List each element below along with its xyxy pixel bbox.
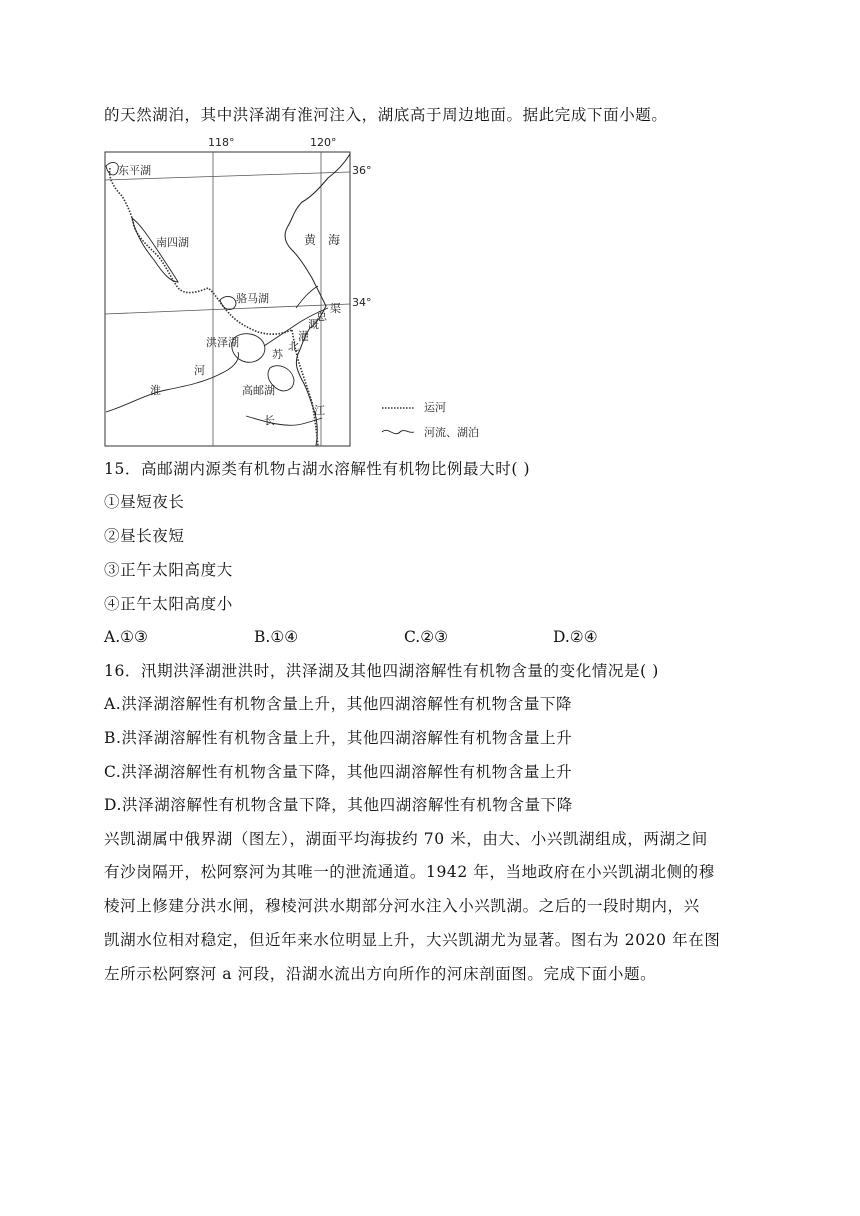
nansi-lake-outline [132, 218, 178, 282]
q15-option-d: D.②④ [553, 628, 598, 646]
q15-option-c: C.②③ [404, 628, 449, 646]
lake-map [96, 132, 496, 450]
label-huai: 淮 [150, 384, 161, 397]
label-gaoyou: 高邮湖 [242, 384, 275, 397]
small-river [296, 286, 318, 308]
q15-item-2: ②昼长夜短 [104, 527, 185, 545]
q15-item-1: ①昼短夜长 [104, 493, 185, 511]
q16-option-a: A.洪泽湖溶解性有机物含量上升，其他四湖溶解性有机物含量下降 [104, 695, 573, 713]
passage2-line-4: 凯湖水位相对稳定，但近年来水位明显上升，大兴凯湖尤为显著。图右为 2020 年在图 [104, 931, 721, 949]
label-dongping: 东平湖 [118, 164, 151, 177]
q15-item-3: ③正午太阳高度大 [104, 561, 233, 579]
passage2-line-2: 有沙岗隔开，松阿察河为其唯一的泄流通道。1942 年，当地政府在小兴凯湖北侧的穆 [104, 863, 715, 881]
label-chang: 长 [264, 414, 275, 427]
lon-label-118: 118° [208, 136, 235, 149]
label-luoma: 骆马湖 [236, 292, 269, 305]
q16-stem: 16．汛期洪泽湖泄洪时，洪泽湖及其他四湖溶解性有机物含量的变化情况是( ) [104, 662, 659, 680]
coastline [285, 154, 350, 446]
legend-river-symbol [382, 430, 414, 433]
lon-label-120: 120° [310, 136, 337, 149]
label-bei: 北 [288, 340, 299, 353]
q15-option-b: B.①④ [254, 628, 299, 646]
q16-option-b: B.洪泽湖溶解性有机物含量上升，其他四湖溶解性有机物含量上升 [104, 729, 573, 747]
label-hongze: 洪泽湖 [206, 336, 239, 349]
grand-canal [110, 168, 292, 334]
q15-stem: 15．高邮湖内源类有机物占湖水溶解性有机物比例最大时( ) [104, 460, 531, 478]
intro-line: 的天然湖泊，其中洪泽湖有淮河注入，湖底高于周边地面。据此完成下面小题。 [104, 106, 668, 124]
dongping-lake-outline [106, 163, 118, 175]
label-he: 河 [194, 364, 205, 377]
label-su: 苏 [272, 348, 283, 361]
q16-option-c: C.洪泽湖溶解性有机物含量下降，其他四湖溶解性有机物含量上升 [104, 763, 573, 781]
label-nansi: 南四湖 [156, 236, 189, 249]
label-guan: 灌 [298, 330, 309, 343]
q16-option-d: D.洪泽湖溶解性有机物含量下降，其他四湖溶解性有机物含量下降 [104, 796, 573, 814]
passage2-line-3: 棱河上修建分洪水闸，穆棱河洪水期部分河水注入小兴凯湖。之后的一段时期内，兴 [104, 897, 700, 915]
yangtze-river [246, 416, 322, 425]
passage2-line-1: 兴凯湖属中俄界湖（图左），湖面平均海拔约 70 米，由大、小兴凯湖组成，两湖之间 [104, 830, 708, 848]
lat-label-34: 34° [352, 296, 372, 309]
legend-canal-label: 运河 [424, 401, 446, 414]
legend-river-label: 河流、湖泊 [424, 426, 479, 439]
label-hai: 海 [328, 233, 341, 247]
label-zong: 总 [316, 310, 327, 323]
huai-river [106, 352, 238, 412]
luoma-lake-outline [220, 297, 236, 310]
label-qu: 渠 [330, 302, 341, 315]
q15-item-4: ④正午太阳高度小 [104, 595, 233, 613]
lat-label-36: 36° [352, 164, 372, 177]
label-huang: 黄 [304, 233, 317, 247]
q15-option-a: A.①③ [104, 628, 148, 646]
map-frame [105, 152, 350, 446]
passage2-line-5: 左所示松阿察河 a 河段，沿湖水流出方向所作的河床剖面图。完成下面小题。 [104, 965, 657, 983]
label-jiang: 江 [314, 404, 325, 417]
label-gai: 溉 [308, 318, 319, 331]
